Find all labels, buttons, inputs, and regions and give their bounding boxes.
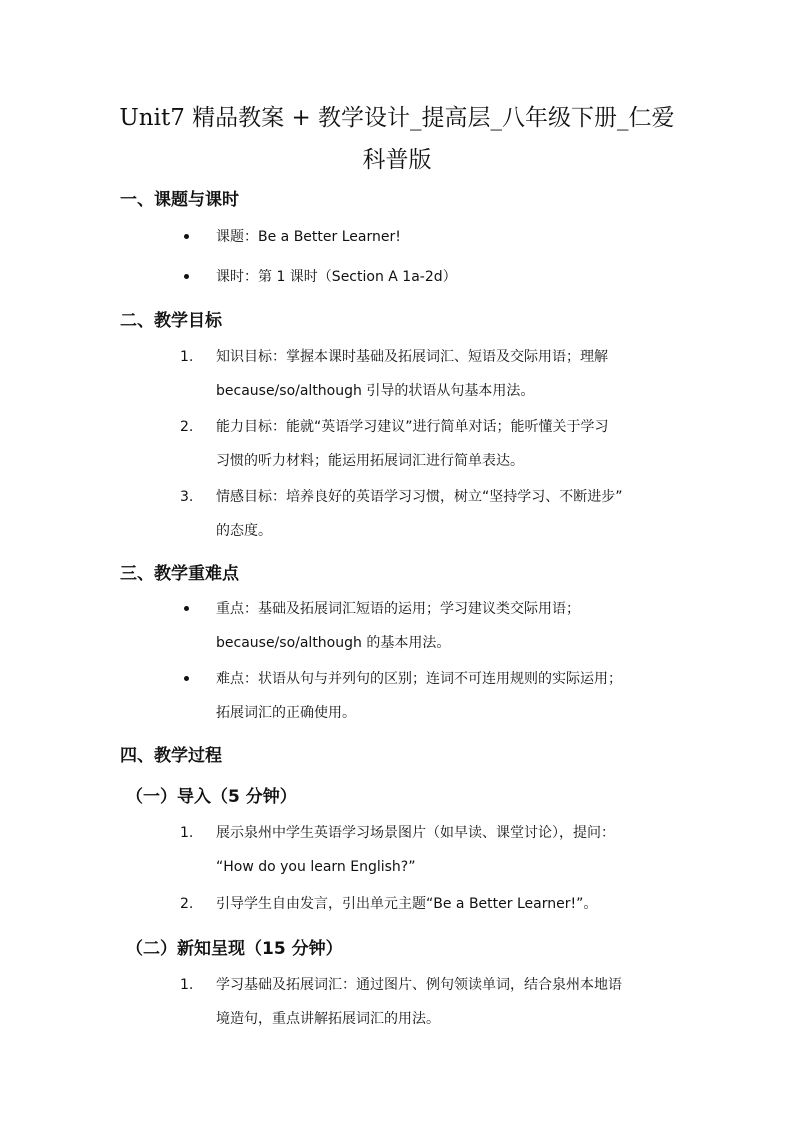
list-item: [180, 340, 680, 408]
list-number: 1.: [180, 825, 194, 841]
list-number: 1.: [180, 349, 194, 365]
list-item: [180, 220, 680, 254]
list-item: [180, 816, 680, 884]
section-heading-key-points: 三、教学重难点: [120, 564, 239, 584]
bullet-icon: [184, 234, 189, 239]
list-item-text: 难点：状语从句与并列句的区别；连词不可连用规则的实际运用； 拓展词汇的正确使用。: [216, 671, 622, 721]
document-title-line-2: 科普版: [362, 147, 432, 173]
list-item-text: 能力目标：能就“英语学习建议”进行简单对话；能听懂关于学习 习惯的听力材料；能运用拓展词汇进行简单表达。: [216, 419, 609, 469]
list-item-text: 课题：Be a Better Learner!: [216, 229, 401, 245]
list-item: [180, 480, 680, 548]
list-item-text: 学习基础及拓展词汇：通过图片、例句领读单词，结合泉州本地语 境造句，重点讲解拓展词汇的用法。: [216, 977, 622, 1027]
bullet-icon: [184, 606, 189, 611]
list-number: 2.: [180, 419, 194, 435]
list-number: 1.: [180, 977, 194, 993]
list-item-text: 知识目标：掌握本课时基础及拓展词汇、短语及交际用语；理解 because/so/although 引导的状语从句基本用法。: [216, 349, 608, 399]
list-item-text: 情感目标：培养良好的英语学习习惯，树立“坚持学习、不断进步” 的态度。: [216, 489, 623, 539]
document-title-line-1: Unit7 精品教案 + 教学设计_提高层_八年级下册_仁爱: [119, 105, 675, 131]
list-item: [180, 592, 680, 660]
list-item-text: 课时：第 1 课时（Section A 1a-2d）: [216, 269, 457, 285]
list-number: 2.: [180, 896, 194, 912]
list-item: [180, 410, 680, 478]
list-item: [180, 968, 680, 1036]
bullet-icon: [184, 274, 189, 279]
subsection-heading-new-knowledge: （二）新知呈现（15 分钟）: [126, 939, 343, 959]
section-heading-process: 四、教学过程: [120, 746, 222, 766]
list-item: [180, 887, 680, 921]
list-item: [180, 662, 680, 730]
list-item-text: 展示泉州中学生英语学习场景图片（如早读、课堂讨论），提问： “How do you learn English?”: [216, 825, 615, 875]
list-item-text: 重点：基础及拓展词汇短语的运用；学习建议类交际用语； because/so/although 的基本用法。: [216, 601, 580, 651]
subsection-heading-intro: （一）导入（5 分钟）: [126, 787, 297, 807]
bullet-icon: [184, 676, 189, 681]
section-heading-topic: 一、课题与课时: [120, 190, 239, 210]
list-item-text: 引导学生自由发言，引出单元主题“Be a Better Learner!”。: [216, 896, 598, 912]
list-number: 3.: [180, 489, 194, 505]
section-heading-objectives: 二、教学目标: [120, 311, 222, 331]
list-item: [180, 260, 680, 294]
